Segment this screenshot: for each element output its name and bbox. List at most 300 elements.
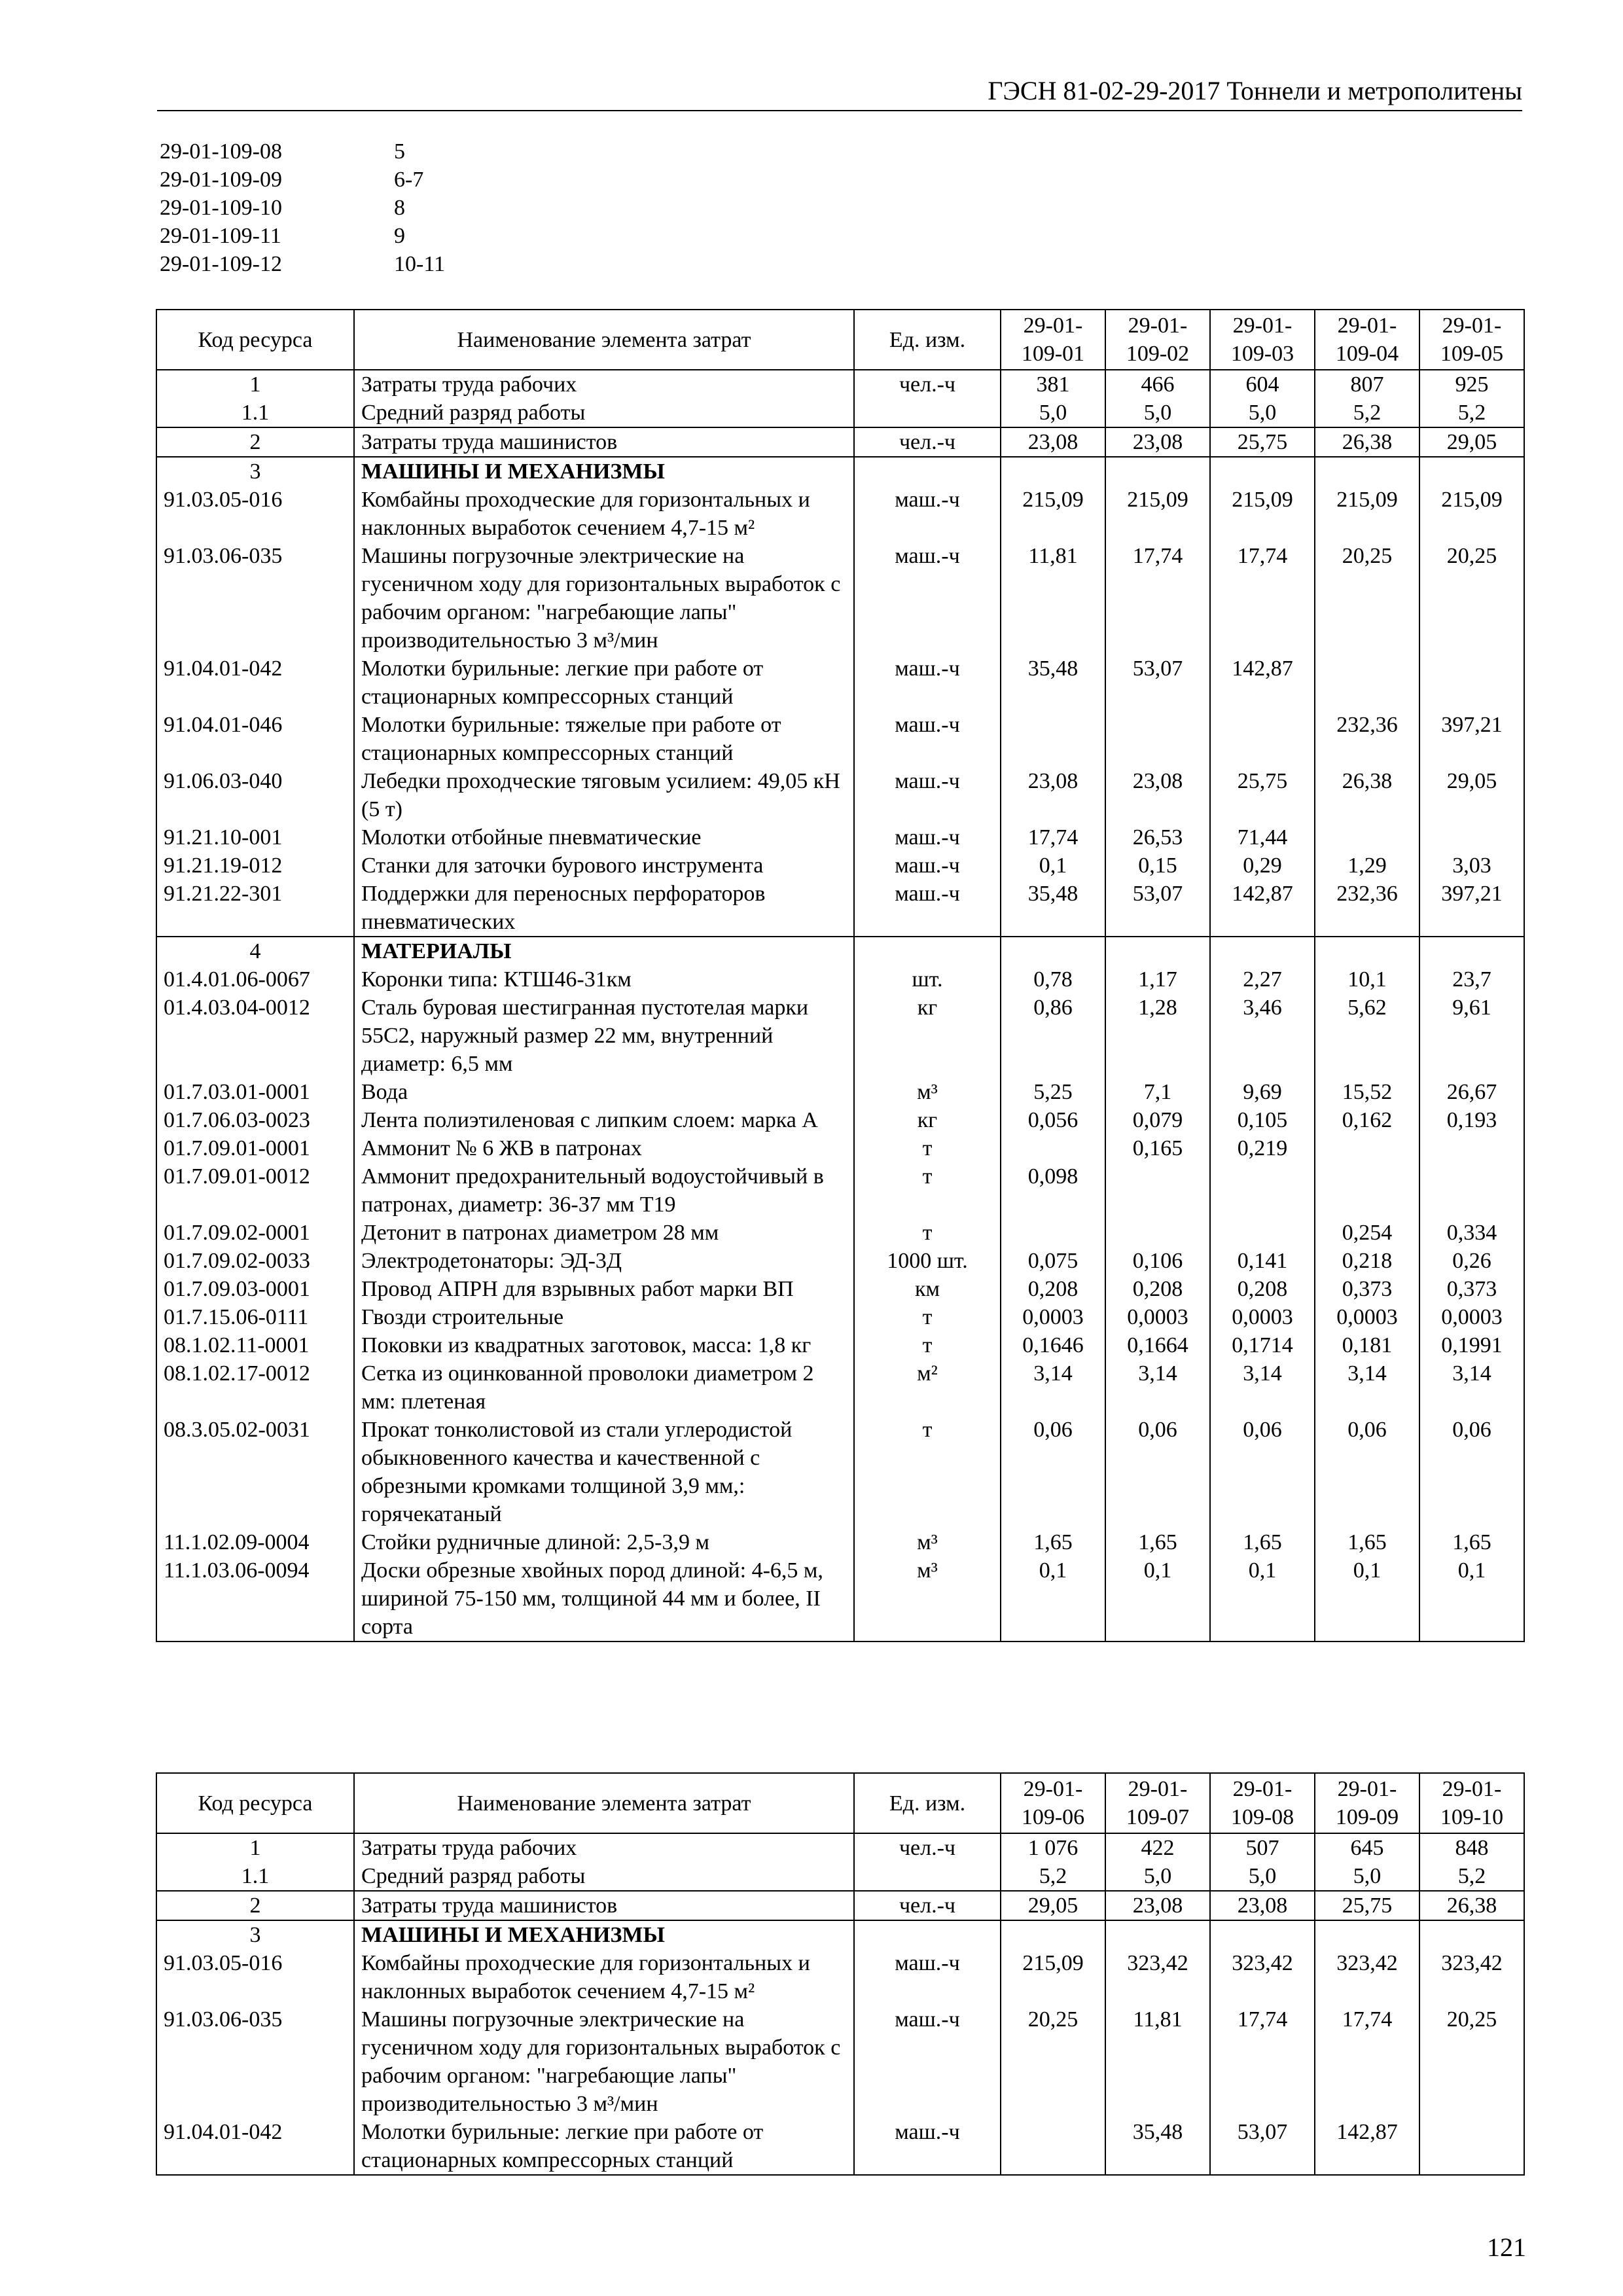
value-cell: 53,07 — [1210, 2118, 1315, 2175]
value-cell: 20,25 — [1315, 542, 1419, 655]
table-row — [156, 1162, 1524, 1219]
value-cell: 0,78 — [1001, 965, 1105, 994]
value-cell: 23,08 — [1001, 767, 1105, 823]
value-cell — [1210, 1162, 1315, 1219]
section-row — [156, 1833, 1524, 1862]
value-cell: 5,2 — [1001, 1862, 1105, 1891]
cost-element-name: Комбайны проходческие для горизонтальных и наклонных выработок сечением 4,7-15 м² — [354, 1949, 854, 2005]
resource-code: 01.7.03.01-0001 — [156, 1078, 354, 1106]
value-cell: 925 — [1419, 370, 1524, 399]
resource-code: 1 — [156, 370, 354, 399]
resource-code: 91.04.01-042 — [156, 2118, 354, 2175]
cost-element-name: Стойки рудничные длиной: 2,5-3,9 м — [354, 1528, 854, 1556]
code-list-value: 8 — [394, 196, 405, 220]
resource-code: 91.04.01-046 — [156, 711, 354, 767]
value-cell — [1315, 655, 1419, 711]
table-row — [156, 2118, 1524, 2175]
value-cell — [1419, 2118, 1524, 2175]
cost-element-name: Аммонит предохранительный водоустойчивый в патронах, диаметр: 36-37 мм Т19 — [354, 1162, 854, 1219]
value-cell: 0,1991 — [1419, 1331, 1524, 1359]
value-cell: 0,208 — [1105, 1275, 1210, 1303]
value-cell: 26,67 — [1419, 1078, 1524, 1106]
value-cell: 0,373 — [1419, 1275, 1524, 1303]
value-cell: 0,218 — [1315, 1247, 1419, 1275]
code-list-row — [160, 194, 445, 222]
value-cell: 0,162 — [1315, 1106, 1419, 1134]
unit-cell: чел.-ч — [854, 427, 1001, 457]
value-cell — [1210, 1920, 1315, 1949]
value-cell: 0,1714 — [1210, 1331, 1315, 1359]
value-cell: 1,28 — [1105, 994, 1210, 1078]
value-cell: 5,2 — [1419, 399, 1524, 427]
value-cell: 0,165 — [1105, 1134, 1210, 1162]
cost-element-name: Затраты труда машинистов — [354, 427, 854, 457]
value-cell: 17,74 — [1210, 542, 1315, 655]
unit-cell — [854, 1862, 1001, 1891]
value-cell: 1,29 — [1315, 852, 1419, 880]
cost-element-name: Поддержки для переносных перфораторов пневматических — [354, 880, 854, 937]
value-cell: 0,098 — [1001, 1162, 1105, 1219]
value-cell — [1210, 711, 1315, 767]
cost-element-name: Молотки бурильные: легкие при работе от стационарных компрессорных станций — [354, 655, 854, 711]
resource-code: 3 — [156, 1920, 354, 1949]
unit-cell: шт. — [854, 965, 1001, 994]
resource-code: 01.7.06.03-0023 — [156, 1106, 354, 1134]
value-cell — [1001, 1134, 1105, 1162]
unit-cell: маш.-ч — [854, 711, 1001, 767]
value-cell: 507 — [1210, 1833, 1315, 1862]
value-cell — [1001, 1920, 1105, 1949]
resource-code: 3 — [156, 457, 354, 486]
value-cell: 0,219 — [1210, 1134, 1315, 1162]
cost-element-name: Прокат тонколистовой из стали углеродистой обыкновенного качества и качественной с обрезными кромками толщиной 3,9 мм,: горячекатаный — [354, 1416, 854, 1528]
value-cell: 0,86 — [1001, 994, 1105, 1078]
value-cell: 0,105 — [1210, 1106, 1315, 1134]
cost-element-name: Комбайны проходческие для горизонтальных и наклонных выработок сечением 4,7-15 м² — [354, 486, 854, 542]
cost-element-name: Доски обрезные хвойных пород длиной: 4-6,5 м, шириной 75-150 мм, толщиной 44 мм и более, II сорта — [354, 1556, 854, 1641]
unit-cell: маш.-ч — [854, 542, 1001, 655]
table-row — [156, 1528, 1524, 1556]
table-row — [156, 1247, 1524, 1275]
resource-code: 91.21.22-301 — [156, 880, 354, 937]
code-list-row — [160, 222, 445, 250]
unit-cell: чел.-ч — [854, 1833, 1001, 1862]
value-cell: 0,0003 — [1419, 1303, 1524, 1331]
value-cell: 5,62 — [1315, 994, 1419, 1078]
resource-code: 91.06.03-040 — [156, 767, 354, 823]
resource-code: 91.21.10-001 — [156, 823, 354, 852]
value-cell: 3,46 — [1210, 994, 1315, 1078]
value-cell: 11,81 — [1105, 2005, 1210, 2118]
unit-cell: маш.-ч — [854, 852, 1001, 880]
value-cell — [1105, 457, 1210, 486]
value-cell: 323,42 — [1105, 1949, 1210, 2005]
header-column: 29-01-109-06 — [1001, 1773, 1105, 1833]
unit-cell: т — [854, 1219, 1001, 1247]
value-cell — [1105, 1219, 1210, 1247]
value-cell: 17,74 — [1315, 2005, 1419, 2118]
value-cell — [1419, 457, 1524, 486]
value-cell: 15,52 — [1315, 1078, 1419, 1106]
value-cell — [1419, 1134, 1524, 1162]
value-cell: 5,0 — [1210, 399, 1315, 427]
resource-code: 91.03.05-016 — [156, 486, 354, 542]
value-cell: 26,38 — [1315, 427, 1419, 457]
resource-code: 01.7.09.02-0033 — [156, 1247, 354, 1275]
resource-table-1 — [156, 309, 1525, 1642]
value-cell: 0,1 — [1105, 1556, 1210, 1641]
value-cell: 0,1 — [1419, 1556, 1524, 1641]
cost-element-name: Лента полиэтиленовая с липким слоем: марка А — [354, 1106, 854, 1134]
code-list-value: 6-7 — [394, 168, 424, 192]
value-cell: 1,65 — [1315, 1528, 1419, 1556]
header-column: 29-01-109-10 — [1419, 1773, 1524, 1833]
code-list-value: 5 — [394, 139, 405, 164]
section-row — [156, 1862, 1524, 1891]
value-cell: 20,25 — [1419, 2005, 1524, 2118]
value-cell: 0,373 — [1315, 1275, 1419, 1303]
value-cell: 35,48 — [1001, 655, 1105, 711]
cost-element-name: Станки для заточки бурового инструмента — [354, 852, 854, 880]
value-cell: 26,53 — [1105, 823, 1210, 852]
value-cell: 142,87 — [1210, 655, 1315, 711]
unit-cell: т — [854, 1416, 1001, 1528]
table-row — [156, 1106, 1524, 1134]
header-unit: Ед. изм. — [854, 310, 1001, 370]
value-cell — [1210, 1219, 1315, 1247]
cost-element-name: Сталь буровая шестигранная пустотелая марки 55С2, наружный размер 22 мм, внутренний диаметр: 6,5 мм — [354, 994, 854, 1078]
value-cell: 807 — [1315, 370, 1419, 399]
value-cell: 0,06 — [1210, 1416, 1315, 1528]
value-cell — [1315, 1134, 1419, 1162]
code-list-code: 29-01-109-09 — [160, 168, 282, 192]
value-cell: 29,05 — [1001, 1891, 1105, 1920]
cost-element-name: Поковки из квадратных заготовок, масса: 1,8 кг — [354, 1331, 854, 1359]
code-list — [160, 137, 445, 278]
value-cell: 381 — [1001, 370, 1105, 399]
code-list-row — [160, 166, 445, 194]
cost-element-name: Вода — [354, 1078, 854, 1106]
unit-cell: м³ — [854, 1078, 1001, 1106]
value-cell: 0,079 — [1105, 1106, 1210, 1134]
unit-cell: маш.-ч — [854, 767, 1001, 823]
value-cell: 23,7 — [1419, 965, 1524, 994]
value-cell: 23,08 — [1105, 1891, 1210, 1920]
cost-element-name: Гвозди строительные — [354, 1303, 854, 1331]
value-cell: 25,75 — [1210, 427, 1315, 457]
value-cell: 23,08 — [1105, 427, 1210, 457]
section-row — [156, 457, 1524, 486]
resource-code: 01.7.09.02-0001 — [156, 1219, 354, 1247]
value-cell — [1001, 2118, 1105, 2175]
value-cell: 9,61 — [1419, 994, 1524, 1078]
cost-element-name: Провод АПРН для взрывных работ марки ВП — [354, 1275, 854, 1303]
section-row — [156, 1891, 1524, 1920]
value-cell: 3,14 — [1315, 1359, 1419, 1416]
code-list-code: 29-01-109-10 — [160, 196, 282, 220]
unit-cell: т — [854, 1162, 1001, 1219]
value-cell: 7,1 — [1105, 1078, 1210, 1106]
value-cell: 0,254 — [1315, 1219, 1419, 1247]
value-cell — [1001, 711, 1105, 767]
cost-element-name: Затраты труда машинистов — [354, 1891, 854, 1920]
value-cell — [1105, 937, 1210, 965]
table-header — [156, 310, 1524, 370]
resource-code: 08.3.05.02-0031 — [156, 1416, 354, 1528]
header-column: 29-01-109-07 — [1105, 1773, 1210, 1833]
value-cell: 0,29 — [1210, 852, 1315, 880]
value-cell: 142,87 — [1315, 2118, 1419, 2175]
cost-element-name: Сетка из оцинкованной проволоки диаметром 2 мм: плетеная — [354, 1359, 854, 1416]
cost-element-name: Молотки бурильные: легкие при работе от стационарных компрессорных станций — [354, 2118, 854, 2175]
unit-cell: маш.-ч — [854, 2005, 1001, 2118]
value-cell: 23,08 — [1105, 767, 1210, 823]
value-cell: 35,48 — [1105, 2118, 1210, 2175]
header-unit: Ед. изм. — [854, 1773, 1001, 1833]
value-cell: 5,0 — [1105, 399, 1210, 427]
code-list-row — [160, 250, 445, 278]
code-list-code: 29-01-109-11 — [160, 224, 281, 248]
unit-cell: м³ — [854, 1556, 1001, 1641]
value-cell: 215,09 — [1315, 486, 1419, 542]
resource-code: 91.04.01-042 — [156, 655, 354, 711]
value-cell: 0,1646 — [1001, 1331, 1105, 1359]
value-cell: 53,07 — [1105, 655, 1210, 711]
unit-cell: маш.-ч — [854, 880, 1001, 937]
value-cell: 26,38 — [1419, 1891, 1524, 1920]
value-cell: 0,208 — [1210, 1275, 1315, 1303]
value-cell: 20,25 — [1419, 542, 1524, 655]
table-row — [156, 965, 1524, 994]
resource-code: 01.7.09.01-0001 — [156, 1134, 354, 1162]
table-row — [156, 1303, 1524, 1331]
unit-cell: 1000 шт. — [854, 1247, 1001, 1275]
value-cell: 0,1 — [1001, 1556, 1105, 1641]
value-cell: 0,193 — [1419, 1106, 1524, 1134]
value-cell: 29,05 — [1419, 767, 1524, 823]
cost-element-name: МАТЕРИАЛЫ — [354, 937, 854, 965]
code-list-code: 29-01-109-08 — [160, 139, 282, 164]
value-cell: 0,181 — [1315, 1331, 1419, 1359]
value-cell: 323,42 — [1419, 1949, 1524, 2005]
value-cell — [1419, 1920, 1524, 1949]
value-cell: 23,08 — [1210, 1891, 1315, 1920]
resource-code: 01.7.09.03-0001 — [156, 1275, 354, 1303]
value-cell: 323,42 — [1315, 1949, 1419, 2005]
cost-element-name: Детонит в патронах диаметром 28 мм — [354, 1219, 854, 1247]
section-row — [156, 427, 1524, 457]
unit-cell: маш.-ч — [854, 823, 1001, 852]
value-cell: 0,208 — [1001, 1275, 1105, 1303]
value-cell: 0,06 — [1001, 1416, 1105, 1528]
resource-code: 91.03.06-035 — [156, 2005, 354, 2118]
table-body — [156, 370, 1524, 1641]
value-cell: 0,06 — [1419, 1416, 1524, 1528]
value-cell: 1 076 — [1001, 1833, 1105, 1862]
cost-element-name: Средний разряд работы — [354, 399, 854, 427]
value-cell: 0,141 — [1210, 1247, 1315, 1275]
cost-element-name: Машины погрузочные электрические на гусеничном ходу для горизонтальных выработок с рабочим органом: "нагребающие лапы" производительностью 3 м³/мин — [354, 2005, 854, 2118]
value-cell: 604 — [1210, 370, 1315, 399]
value-cell: 232,36 — [1315, 711, 1419, 767]
header-column: 29-01-109-09 — [1315, 1773, 1419, 1833]
table-row — [156, 542, 1524, 655]
table-row — [156, 711, 1524, 767]
code-list-value: 9 — [394, 224, 405, 248]
value-cell — [1315, 1162, 1419, 1219]
value-cell: 0,06 — [1315, 1416, 1419, 1528]
section-row — [156, 370, 1524, 399]
value-cell: 17,74 — [1001, 823, 1105, 852]
resource-table-2 — [156, 1772, 1525, 2176]
table-row — [156, 1359, 1524, 1416]
resource-code: 2 — [156, 427, 354, 457]
value-cell — [1105, 1920, 1210, 1949]
value-cell: 71,44 — [1210, 823, 1315, 852]
resource-code: 08.1.02.11-0001 — [156, 1331, 354, 1359]
resource-code: 01.7.09.01-0012 — [156, 1162, 354, 1219]
header-column: 29-01-109-01 — [1001, 310, 1105, 370]
cost-element-name: Аммонит № 6 ЖВ в патронах — [354, 1134, 854, 1162]
value-cell: 1,17 — [1105, 965, 1210, 994]
value-cell — [1315, 457, 1419, 486]
value-cell — [1001, 1219, 1105, 1247]
table-row — [156, 2005, 1524, 2118]
value-cell: 142,87 — [1210, 880, 1315, 937]
unit-cell: м² — [854, 1359, 1001, 1416]
section-row — [156, 399, 1524, 427]
value-cell: 1,65 — [1419, 1528, 1524, 1556]
table-row — [156, 1134, 1524, 1162]
value-cell: 0,06 — [1105, 1416, 1210, 1528]
table-row — [156, 1078, 1524, 1106]
value-cell: 232,36 — [1315, 880, 1419, 937]
value-cell: 5,0 — [1210, 1862, 1315, 1891]
cost-element-name: Лебедки проходческие тяговым усилием: 49,05 кН (5 т) — [354, 767, 854, 823]
value-cell: 323,42 — [1210, 1949, 1315, 2005]
cost-element-name: Молотки отбойные пневматические — [354, 823, 854, 852]
unit-cell: чел.-ч — [854, 1891, 1001, 1920]
value-cell: 466 — [1105, 370, 1210, 399]
resource-code: 91.03.06-035 — [156, 542, 354, 655]
header-column: 29-01-109-02 — [1105, 310, 1210, 370]
value-cell: 2,27 — [1210, 965, 1315, 994]
value-cell: 3,14 — [1210, 1359, 1315, 1416]
unit-cell: т — [854, 1134, 1001, 1162]
code-list-code: 29-01-109-12 — [160, 252, 282, 276]
header-column: 29-01-109-08 — [1210, 1773, 1315, 1833]
cost-element-name: Молотки бурильные: тяжелые при работе от стационарных компрессорных станций — [354, 711, 854, 767]
value-cell: 397,21 — [1419, 880, 1524, 937]
cost-element-name: Машины погрузочные электрические на гусеничном ходу для горизонтальных выработок с рабочим органом: "нагребающие лапы" производительностью 3 м³/мин — [354, 542, 854, 655]
cost-element-name: Электродетонаторы: ЭД-3Д — [354, 1247, 854, 1275]
value-cell: 5,2 — [1419, 1862, 1524, 1891]
value-cell: 215,09 — [1419, 486, 1524, 542]
resource-code: 11.1.02.09-0004 — [156, 1528, 354, 1556]
value-cell: 1,65 — [1210, 1528, 1315, 1556]
unit-cell: кг — [854, 1106, 1001, 1134]
value-cell: 215,09 — [1001, 1949, 1105, 2005]
resource-code: 1.1 — [156, 399, 354, 427]
resource-code: 1 — [156, 1833, 354, 1862]
value-cell — [1210, 937, 1315, 965]
page-header — [157, 73, 1522, 111]
value-cell: 0,0003 — [1315, 1303, 1419, 1331]
value-cell: 0,334 — [1419, 1219, 1524, 1247]
cost-element-name: Средний разряд работы — [354, 1862, 854, 1891]
value-cell: 1,65 — [1001, 1528, 1105, 1556]
page-number: 121 — [1487, 2233, 1526, 2262]
header-column: 29-01-109-03 — [1210, 310, 1315, 370]
header-column: 29-01-109-04 — [1315, 310, 1419, 370]
value-cell: 0,26 — [1419, 1247, 1524, 1275]
value-cell — [1419, 937, 1524, 965]
value-cell: 0,056 — [1001, 1106, 1105, 1134]
resource-code: 01.7.15.06-0111 — [156, 1303, 354, 1331]
table-row — [156, 1949, 1524, 2005]
unit-cell — [854, 399, 1001, 427]
value-cell: 5,0 — [1105, 1862, 1210, 1891]
resource-code: 01.4.03.04-0012 — [156, 994, 354, 1078]
value-cell: 25,75 — [1315, 1891, 1419, 1920]
value-cell: 0,0003 — [1210, 1303, 1315, 1331]
value-cell: 35,48 — [1001, 880, 1105, 937]
value-cell — [1315, 823, 1419, 852]
value-cell: 5,2 — [1315, 399, 1419, 427]
cost-element-name: МАШИНЫ И МЕХАНИЗМЫ — [354, 457, 854, 486]
table-row — [156, 486, 1524, 542]
unit-cell: маш.-ч — [854, 2118, 1001, 2175]
value-cell — [1001, 937, 1105, 965]
table-row — [156, 994, 1524, 1078]
header-name: Наименование элемента затрат — [354, 1773, 854, 1833]
resource-code: 1.1 — [156, 1862, 354, 1891]
value-cell: 422 — [1105, 1833, 1210, 1862]
value-cell: 215,09 — [1105, 486, 1210, 542]
header-code: Код ресурса — [156, 1773, 354, 1833]
value-cell: 25,75 — [1210, 767, 1315, 823]
resource-code: 01.4.01.06-0067 — [156, 965, 354, 994]
section-row — [156, 937, 1524, 965]
value-cell: 20,25 — [1001, 2005, 1105, 2118]
cost-element-name: Затраты труда рабочих — [354, 370, 854, 399]
unit-cell: маш.-ч — [854, 486, 1001, 542]
value-cell: 23,08 — [1001, 427, 1105, 457]
value-cell: 5,0 — [1001, 399, 1105, 427]
table-row — [156, 880, 1524, 937]
value-cell — [1315, 937, 1419, 965]
value-cell — [1001, 457, 1105, 486]
value-cell: 1,65 — [1105, 1528, 1210, 1556]
value-cell: 0,1 — [1315, 1556, 1419, 1641]
unit-cell — [854, 1920, 1001, 1949]
header-name: Наименование элемента затрат — [354, 310, 854, 370]
resource-code: 11.1.03.06-0094 — [156, 1556, 354, 1641]
value-cell: 0,1664 — [1105, 1331, 1210, 1359]
table-row — [156, 1556, 1524, 1641]
table-row — [156, 852, 1524, 880]
cost-element-name: Коронки типа: КТШ46-31км — [354, 965, 854, 994]
value-cell — [1210, 457, 1315, 486]
cost-element-name: Затраты труда рабочих — [354, 1833, 854, 1862]
value-cell — [1419, 823, 1524, 852]
unit-cell: маш.-ч — [854, 1949, 1001, 2005]
value-cell: 3,14 — [1419, 1359, 1524, 1416]
resource-code: 4 — [156, 937, 354, 965]
page-header-title: ГЭСН 81-02-29-2017 Тоннели и метрополитены — [988, 76, 1522, 105]
resource-code: 91.21.19-012 — [156, 852, 354, 880]
value-cell: 0,0003 — [1105, 1303, 1210, 1331]
